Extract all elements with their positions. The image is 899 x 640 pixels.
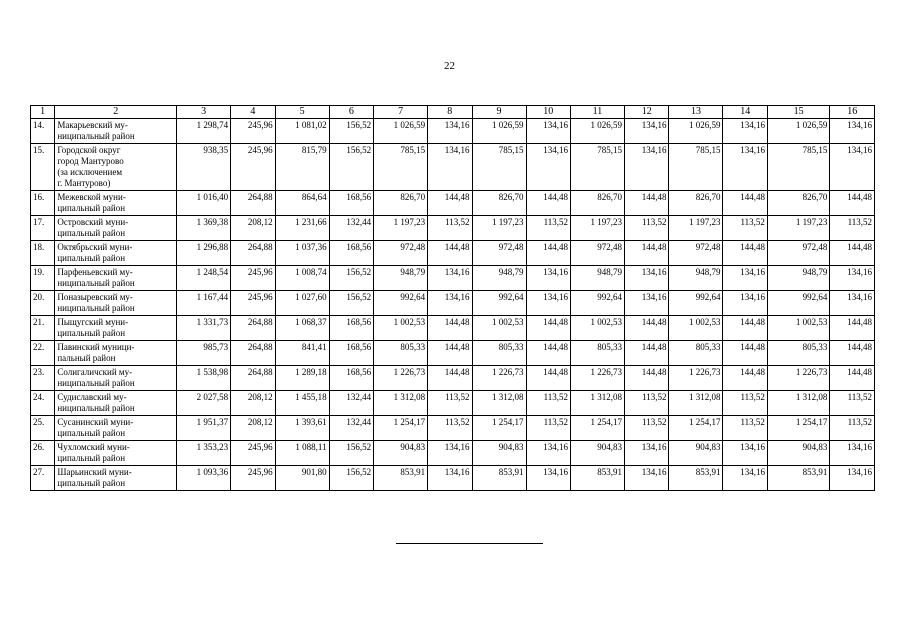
value-cell: 134,16 (830, 266, 875, 291)
value-cell: 134,16 (830, 291, 875, 316)
value-cell: 264,88 (231, 316, 275, 341)
value-cell: 1 226,73 (374, 366, 428, 391)
value-cell: 1 026,59 (767, 119, 829, 144)
value-cell: 1 197,23 (374, 216, 428, 241)
district-name-line: Островский муни- (57, 217, 129, 227)
district-name (55, 191, 177, 216)
column-header: 4 (231, 106, 275, 119)
value-cell: 168,56 (329, 341, 373, 366)
value-cell: 134,16 (428, 291, 472, 316)
value-cell: 785,15 (767, 144, 829, 191)
district-name-line: г. Мантурово) (57, 178, 111, 188)
value-cell: 134,16 (723, 119, 767, 144)
value-cell: 134,16 (723, 144, 767, 191)
value-cell: 992,64 (374, 291, 428, 316)
row-number: 17. (31, 216, 55, 241)
district-name (55, 144, 177, 191)
value-cell: 245,96 (231, 441, 275, 466)
row-number: 18. (31, 241, 55, 266)
value-cell: 1 008,74 (275, 266, 329, 291)
value-cell: 264,88 (231, 241, 275, 266)
value-cell: 1 254,17 (767, 416, 829, 441)
value-cell: 785,15 (571, 144, 625, 191)
value-cell: 853,91 (767, 466, 829, 491)
district-name-line: ниципальный район (57, 131, 135, 141)
value-cell: 1 197,23 (571, 216, 625, 241)
district-name-line: город Мантурово (57, 156, 124, 166)
value-cell: 134,16 (723, 466, 767, 491)
value-cell: 134,16 (526, 119, 570, 144)
value-cell: 972,48 (374, 241, 428, 266)
row-number: 16. (31, 191, 55, 216)
district-name (55, 266, 177, 291)
value-cell: 1 026,59 (669, 119, 723, 144)
row-number: 14. (31, 119, 55, 144)
value-cell: 208,12 (231, 391, 275, 416)
value-cell: 113,52 (625, 416, 669, 441)
value-cell: 1 231,66 (275, 216, 329, 241)
value-cell: 134,16 (428, 466, 472, 491)
value-cell: 1 369,38 (177, 216, 231, 241)
value-cell: 113,52 (830, 416, 875, 441)
value-cell: 1 331,73 (177, 316, 231, 341)
value-cell: 245,96 (231, 291, 275, 316)
row-number: 23. (31, 366, 55, 391)
value-cell: 134,16 (526, 466, 570, 491)
value-cell: 1 088,11 (275, 441, 329, 466)
value-cell: 113,52 (830, 391, 875, 416)
column-header: 7 (374, 106, 428, 119)
value-cell: 826,70 (571, 191, 625, 216)
value-cell: 1 312,08 (472, 391, 526, 416)
row-number: 22. (31, 341, 55, 366)
value-cell: 1 068,37 (275, 316, 329, 341)
column-header: 9 (472, 106, 526, 119)
value-cell: 1 226,73 (472, 366, 526, 391)
value-cell: 134,16 (526, 144, 570, 191)
district-name-line: ниципальный район (57, 278, 135, 288)
column-header: 8 (428, 106, 472, 119)
value-cell: 1 538,98 (177, 366, 231, 391)
district-name-line: Поназыревский му- (57, 292, 133, 302)
value-cell: 132,44 (329, 416, 373, 441)
value-cell: 1 027,60 (275, 291, 329, 316)
value-cell: 144,48 (625, 316, 669, 341)
value-cell: 805,33 (571, 341, 625, 366)
value-cell: 144,48 (625, 191, 669, 216)
value-cell: 134,16 (625, 119, 669, 144)
value-cell: 156,52 (329, 144, 373, 191)
value-cell: 1 951,37 (177, 416, 231, 441)
value-cell: 245,96 (231, 119, 275, 144)
page-number: 22 (444, 60, 455, 72)
district-name (55, 241, 177, 266)
value-cell: 134,16 (830, 119, 875, 144)
value-cell: 134,16 (428, 144, 472, 191)
table-row (31, 391, 875, 416)
value-cell: 144,48 (723, 341, 767, 366)
value-cell: 1 026,59 (472, 119, 526, 144)
value-cell: 144,48 (830, 241, 875, 266)
value-cell: 144,48 (526, 191, 570, 216)
district-name-line: ципальный район (57, 453, 126, 463)
value-cell: 113,52 (625, 216, 669, 241)
value-cell: 1 353,23 (177, 441, 231, 466)
value-cell: 134,16 (526, 266, 570, 291)
value-cell: 208,12 (231, 216, 275, 241)
value-cell: 245,96 (231, 466, 275, 491)
value-cell: 1 002,53 (669, 316, 723, 341)
table-row (31, 241, 875, 266)
value-cell: 815,79 (275, 144, 329, 191)
value-cell: 904,83 (669, 441, 723, 466)
district-name-line: ципальный район (57, 428, 126, 438)
district-name (55, 316, 177, 341)
value-cell: 1 197,23 (472, 216, 526, 241)
value-cell: 144,48 (723, 241, 767, 266)
column-header: 13 (669, 106, 723, 119)
value-cell: 1 312,08 (571, 391, 625, 416)
value-cell: 901,80 (275, 466, 329, 491)
value-cell: 853,91 (472, 466, 526, 491)
value-cell: 948,79 (669, 266, 723, 291)
value-cell: 1 081,02 (275, 119, 329, 144)
value-cell: 1 455,18 (275, 391, 329, 416)
value-cell: 264,88 (231, 341, 275, 366)
value-cell: 134,16 (723, 441, 767, 466)
value-cell: 1 002,53 (767, 316, 829, 341)
value-cell: 1 312,08 (767, 391, 829, 416)
value-cell: 113,52 (723, 216, 767, 241)
value-cell: 1 312,08 (374, 391, 428, 416)
value-cell: 134,16 (526, 441, 570, 466)
footer-rule (396, 543, 543, 544)
value-cell: 1 248,54 (177, 266, 231, 291)
value-cell: 1 002,53 (472, 316, 526, 341)
value-cell: 904,83 (767, 441, 829, 466)
value-cell: 113,52 (625, 391, 669, 416)
value-cell: 1 393,61 (275, 416, 329, 441)
district-name (55, 119, 177, 144)
table-row (31, 266, 875, 291)
value-cell: 1 254,17 (669, 416, 723, 441)
value-cell: 144,48 (428, 241, 472, 266)
value-cell: 948,79 (571, 266, 625, 291)
table-row (31, 216, 875, 241)
value-cell: 1 002,53 (571, 316, 625, 341)
value-cell: 144,48 (526, 316, 570, 341)
column-header: 15 (767, 106, 829, 119)
value-cell: 972,48 (571, 241, 625, 266)
value-cell: 972,48 (767, 241, 829, 266)
column-header: 11 (571, 106, 625, 119)
value-cell: 144,48 (526, 341, 570, 366)
district-name (55, 466, 177, 491)
value-cell: 805,33 (374, 341, 428, 366)
value-cell: 168,56 (329, 241, 373, 266)
value-cell: 826,70 (669, 191, 723, 216)
value-cell: 245,96 (231, 266, 275, 291)
value-cell: 113,52 (526, 216, 570, 241)
district-name-line: пальный район (57, 353, 116, 363)
value-cell: 132,44 (329, 216, 373, 241)
value-cell: 144,48 (526, 241, 570, 266)
value-cell: 1 226,73 (571, 366, 625, 391)
value-cell: 144,48 (428, 366, 472, 391)
value-cell: 785,15 (374, 144, 428, 191)
column-header: 10 (526, 106, 570, 119)
value-cell: 904,83 (472, 441, 526, 466)
district-name-line: ципальный район (57, 328, 126, 338)
value-cell: 156,52 (329, 466, 373, 491)
value-cell: 904,83 (571, 441, 625, 466)
district-name-line: ципальный район (57, 253, 126, 263)
value-cell: 948,79 (472, 266, 526, 291)
district-name-line: ниципальный район (57, 403, 135, 413)
row-number: 24. (31, 391, 55, 416)
district-name-line: Пыщугский муни- (57, 317, 129, 327)
district-name-line: Павинский муници- (57, 342, 135, 352)
value-cell: 156,52 (329, 291, 373, 316)
value-cell: 853,91 (669, 466, 723, 491)
value-cell: 156,52 (329, 119, 373, 144)
table-row (31, 191, 875, 216)
value-cell: 245,96 (231, 144, 275, 191)
value-cell: 134,16 (830, 466, 875, 491)
district-name (55, 216, 177, 241)
value-cell: 168,56 (329, 316, 373, 341)
value-cell: 805,33 (767, 341, 829, 366)
value-cell: 1 026,59 (571, 119, 625, 144)
value-cell: 826,70 (767, 191, 829, 216)
value-cell: 1 197,23 (669, 216, 723, 241)
value-cell: 992,64 (669, 291, 723, 316)
row-number: 26. (31, 441, 55, 466)
row-number: 19. (31, 266, 55, 291)
value-cell: 1 254,17 (374, 416, 428, 441)
value-cell: 113,52 (526, 391, 570, 416)
value-cell: 1 002,53 (374, 316, 428, 341)
value-cell: 134,16 (830, 441, 875, 466)
value-cell: 144,48 (830, 341, 875, 366)
column-header: 6 (329, 106, 373, 119)
value-cell: 1 289,18 (275, 366, 329, 391)
value-cell: 785,15 (472, 144, 526, 191)
value-cell: 134,16 (625, 441, 669, 466)
value-cell: 113,52 (830, 216, 875, 241)
district-name-line: ципальный район (57, 478, 126, 488)
value-cell: 134,16 (625, 291, 669, 316)
table-row (31, 316, 875, 341)
table-row (31, 291, 875, 316)
column-header: 14 (723, 106, 767, 119)
value-cell: 113,52 (723, 416, 767, 441)
value-cell: 985,73 (177, 341, 231, 366)
value-cell: 1 026,59 (374, 119, 428, 144)
district-name-line: Октябрьский муни- (57, 242, 133, 252)
value-cell: 904,83 (374, 441, 428, 466)
district-name-line: Сусанинский муни- (57, 417, 134, 427)
value-cell: 144,48 (526, 366, 570, 391)
district-name (55, 341, 177, 366)
value-cell: 805,33 (669, 341, 723, 366)
value-cell: 168,56 (329, 366, 373, 391)
district-name-line: ниципальный район (57, 378, 135, 388)
value-cell: 144,48 (428, 341, 472, 366)
table-row (31, 366, 875, 391)
value-cell: 134,16 (428, 266, 472, 291)
table-header-row (31, 106, 875, 119)
value-cell: 134,16 (830, 144, 875, 191)
value-cell: 156,52 (329, 441, 373, 466)
value-cell: 1 226,73 (669, 366, 723, 391)
table-body (31, 106, 875, 491)
value-cell: 1 298,74 (177, 119, 231, 144)
value-cell: 1 254,17 (571, 416, 625, 441)
value-cell: 841,41 (275, 341, 329, 366)
value-cell: 134,16 (723, 266, 767, 291)
value-cell: 785,15 (669, 144, 723, 191)
district-name (55, 391, 177, 416)
value-cell: 972,48 (669, 241, 723, 266)
value-cell: 134,16 (625, 466, 669, 491)
value-cell: 1 093,36 (177, 466, 231, 491)
value-cell: 113,52 (723, 391, 767, 416)
district-name-line: Судиславский му- (57, 392, 127, 402)
table-row (31, 341, 875, 366)
column-header: 1 (31, 106, 55, 119)
value-cell: 972,48 (472, 241, 526, 266)
value-cell: 992,64 (472, 291, 526, 316)
value-cell: 938,35 (177, 144, 231, 191)
district-name-line: (за исключением (57, 167, 123, 177)
value-cell: 144,48 (723, 366, 767, 391)
value-cell: 2 027,58 (177, 391, 231, 416)
district-name (55, 416, 177, 441)
value-cell: 144,48 (625, 341, 669, 366)
value-cell: 864,64 (275, 191, 329, 216)
value-cell: 264,88 (231, 366, 275, 391)
value-cell: 144,48 (830, 191, 875, 216)
value-cell: 1 254,17 (472, 416, 526, 441)
value-cell: 264,88 (231, 191, 275, 216)
district-name (55, 366, 177, 391)
value-cell: 826,70 (374, 191, 428, 216)
value-cell: 948,79 (374, 266, 428, 291)
district-name-line: Солигаличский му- (57, 367, 133, 377)
district-name-line: ниципальный район (57, 303, 135, 313)
value-cell: 1 226,73 (767, 366, 829, 391)
district-name (55, 291, 177, 316)
value-cell: 1 167,44 (177, 291, 231, 316)
column-header: 16 (830, 106, 875, 119)
district-name-line: Городской округ (57, 145, 121, 155)
data-table (30, 105, 875, 491)
value-cell: 1 016,40 (177, 191, 231, 216)
row-number: 21. (31, 316, 55, 341)
value-cell: 113,52 (428, 391, 472, 416)
value-cell: 134,16 (625, 266, 669, 291)
column-header: 12 (625, 106, 669, 119)
value-cell: 134,16 (526, 291, 570, 316)
district-name-line: Межевской муни- (57, 192, 126, 202)
value-cell: 132,44 (329, 391, 373, 416)
value-cell: 992,64 (767, 291, 829, 316)
value-cell: 208,12 (231, 416, 275, 441)
value-cell: 134,16 (625, 144, 669, 191)
table-row (31, 144, 875, 191)
value-cell: 1 037,36 (275, 241, 329, 266)
value-cell: 853,91 (571, 466, 625, 491)
value-cell: 113,52 (428, 416, 472, 441)
row-number: 15. (31, 144, 55, 191)
row-number: 20. (31, 291, 55, 316)
value-cell: 144,48 (723, 316, 767, 341)
district-name (55, 441, 177, 466)
value-cell: 134,16 (723, 291, 767, 316)
row-number: 25. (31, 416, 55, 441)
value-cell: 1 296,88 (177, 241, 231, 266)
column-header: 3 (177, 106, 231, 119)
value-cell: 144,48 (830, 316, 875, 341)
value-cell: 144,48 (830, 366, 875, 391)
value-cell: 168,56 (329, 191, 373, 216)
column-header: 2 (55, 106, 177, 119)
row-number: 27. (31, 466, 55, 491)
value-cell: 144,48 (428, 316, 472, 341)
table-row (31, 466, 875, 491)
value-cell: 134,16 (428, 441, 472, 466)
district-name-line: Чухломский муни- (57, 442, 130, 452)
value-cell: 853,91 (374, 466, 428, 491)
value-cell: 992,64 (571, 291, 625, 316)
table-row (31, 416, 875, 441)
value-cell: 1 312,08 (669, 391, 723, 416)
district-name-line: Шарьинский муни- (57, 467, 132, 477)
column-header: 5 (275, 106, 329, 119)
district-name-line: ципальный район (57, 203, 126, 213)
value-cell: 144,48 (625, 366, 669, 391)
value-cell: 144,48 (428, 191, 472, 216)
value-cell: 113,52 (428, 216, 472, 241)
value-cell: 134,16 (428, 119, 472, 144)
value-cell: 156,52 (329, 266, 373, 291)
district-name-line: Макарьевский му- (57, 120, 128, 130)
district-name-line: Парфеньевский му- (57, 267, 133, 277)
value-cell: 948,79 (767, 266, 829, 291)
value-cell: 805,33 (472, 341, 526, 366)
value-cell: 826,70 (472, 191, 526, 216)
value-cell: 144,48 (723, 191, 767, 216)
table-row (31, 441, 875, 466)
district-name-line: ципальный район (57, 228, 126, 238)
value-cell: 1 197,23 (767, 216, 829, 241)
value-cell: 144,48 (625, 241, 669, 266)
value-cell: 113,52 (526, 416, 570, 441)
table-row (31, 119, 875, 144)
